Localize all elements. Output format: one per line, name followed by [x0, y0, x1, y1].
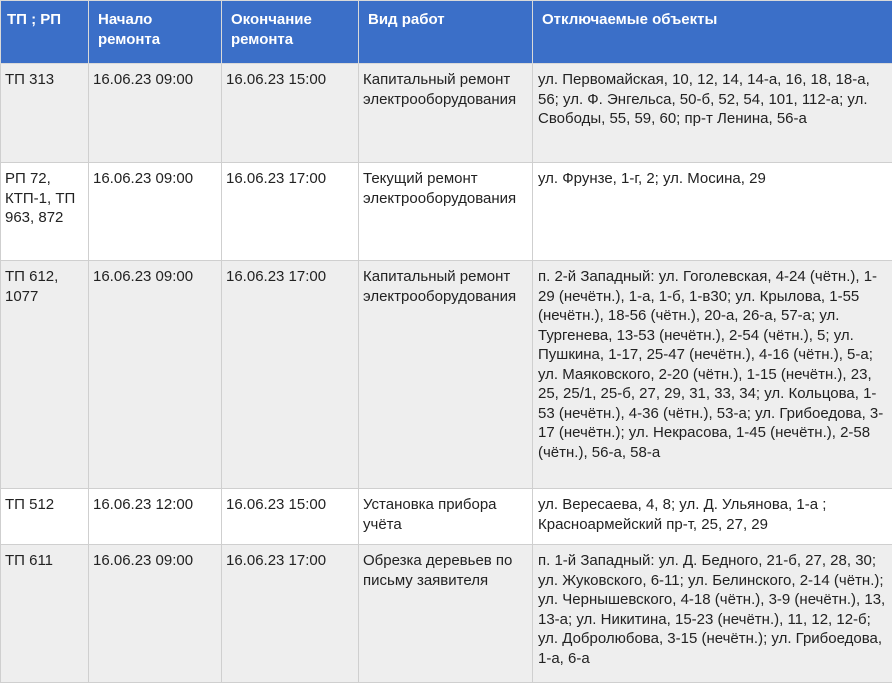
cell-tp: ТП 313 — [1, 64, 89, 163]
cell-objects: п. 1-й Западный: ул. Д. Бедного, 21-б, 27, 28, 30; ул. Жуковского, 6-11; ул. Белинского, 2-14 (чётн.); ул. Чернышевского, 4-18 (чётн.), 3-9 (нечётн.), 13, 13-а; ул. Никитина, 15-23 (нечётн.), 11, 12, 12-б; ул. Добролюбова, 3-15 (нечётн.); ул. Грибоедова, 1-а, 6-а — [533, 545, 892, 683]
table-row — [1, 261, 892, 489]
cell-tp: РП 72, КТП-1, ТП 963, 872 — [1, 163, 89, 261]
cell-end: 16.06.23 17:00 — [222, 545, 359, 683]
cell-objects: п. 2-й Западный: ул. Гоголевская, 4-24 (чётн.), 1-29 (нечётн.), 1-а, 1-б, 1-в30; ул. Крылова, 1-55 (нечётн.), 18-56 (чётн.), 20-а, 26-а, 57-а; ул. Тургенева, 13-53 (нечётн.), 2-54 (чётн.), 5; ул. Пушкина, 1-17, 25-47 (нечётн.), 4-16 (чётн.), 5-а; ул. Маяковского, 2-20 (чётн.), 1-15 (нечётн.), 23, 25, 25/1, 25-б, 27, 29, 31, 33, 34; ул. Кольцова, 1-53 (нечётн.), 4-36 (чётн.), 53-а; ул. Грибоедова, 3-17 (нечётн.); ул. Некрасова, 1-45 (нечётн.), 2-58 (чётн.), 56-а, 58-а — [533, 261, 892, 489]
table-row — [1, 163, 892, 261]
cell-end: 16.06.23 15:00 — [222, 64, 359, 163]
cell-end: 16.06.23 17:00 — [222, 163, 359, 261]
cell-tp: ТП 611 — [1, 545, 89, 683]
cell-start: 16.06.23 12:00 — [89, 489, 222, 545]
header-start: Начало ремонта — [89, 1, 222, 64]
cell-objects: ул. Первомайская, 10, 12, 14, 14-а, 16, 18, 18-а, 56; ул. Ф. Энгельса, 50-б, 52, 54, 101, 112-а; ул. Свободы, 55, 59, 60; пр-т Ленина, 56-а — [533, 64, 892, 163]
cell-work: Установка прибора учёта — [359, 489, 533, 545]
header-end: Окончание ремонта — [222, 1, 359, 64]
header-row — [1, 1, 892, 64]
header-objects: Отключаемые объекты — [533, 1, 892, 64]
table-row — [1, 489, 892, 545]
cell-end: 16.06.23 17:00 — [222, 261, 359, 489]
header-tp-rp: ТП ; РП — [1, 1, 89, 64]
cell-start: 16.06.23 09:00 — [89, 64, 222, 163]
cell-work: Текущий ремонт электрооборудования — [359, 163, 533, 261]
cell-work: Капитальный ремонт электрооборудования — [359, 261, 533, 489]
cell-tp: ТП 612, 1077 — [1, 261, 89, 489]
cell-start: 16.06.23 09:00 — [89, 163, 222, 261]
cell-end: 16.06.23 15:00 — [222, 489, 359, 545]
cell-objects: ул. Фрунзе, 1-г, 2; ул. Мосина, 29 — [533, 163, 892, 261]
header-work-type: Вид работ — [359, 1, 533, 64]
cell-work: Обрезка деревьев по письму заявителя — [359, 545, 533, 683]
cell-work: Капитальный ремонт электрооборудования — [359, 64, 533, 163]
cell-start: 16.06.23 09:00 — [89, 261, 222, 489]
table-row — [1, 64, 892, 163]
cell-objects: ул. Вересаева, 4, 8; ул. Д. Ульянова, 1-а ; Красноармейский пр-т, 25, 27, 29 — [533, 489, 892, 545]
cell-tp: ТП 512 — [1, 489, 89, 545]
cell-start: 16.06.23 09:00 — [89, 545, 222, 683]
table-row — [1, 545, 892, 683]
